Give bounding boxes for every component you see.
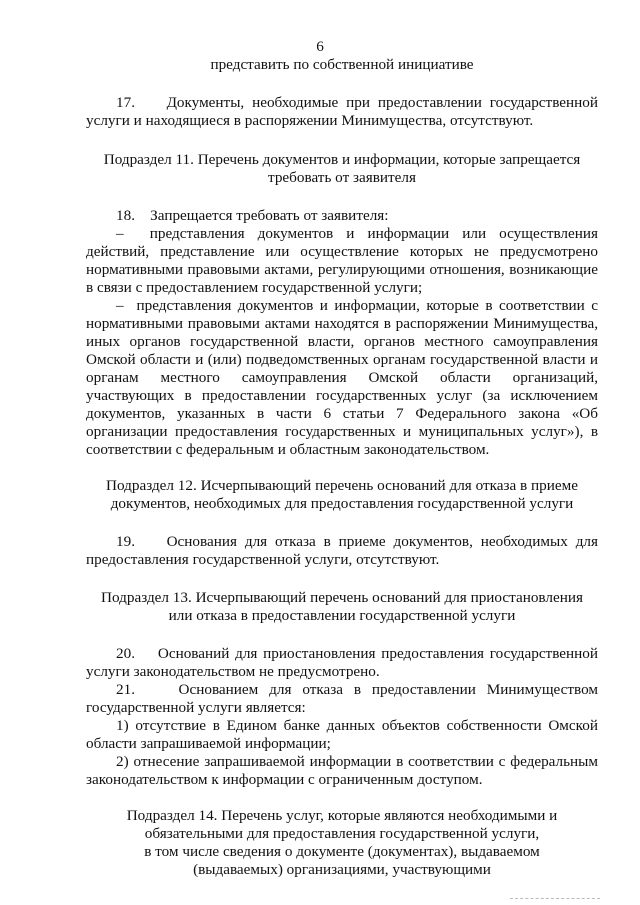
subsection-14-heading-line-1: Подраздел 14. Перечень услуг, которые являются необходимыми и	[126, 807, 558, 824]
scan-artifact	[510, 898, 600, 902]
subsection-13-heading-line-1: Подраздел 13. Исчерпывающий перечень оснований для приостановления	[101, 589, 583, 606]
item-21-point-2: 2) отнесение запрашиваемой информации в соответствии с федеральным законодательством к информации с ограниченным доступом.	[86, 753, 598, 788]
subsection-13-heading	[86, 589, 598, 625]
subsection-11-heading	[86, 151, 598, 187]
subsection-14-heading-line-4: (выдаваемых) организациями, участвующими	[193, 861, 491, 878]
subsection-14-heading-line-2: обязательными для предоставления государственной услуги,	[144, 825, 540, 842]
item-20: 20. Оснований для приостановления предоставления государственной услуги законодательством не предусмотрено.	[86, 645, 598, 680]
page-number: 6	[316, 38, 324, 55]
item-18-intro: 18. Запрещается требовать от заявителя:	[116, 207, 389, 224]
subsection-13-heading-line-2: или отказа в предоставлении государственной услуги	[168, 607, 516, 624]
continued-text: представить по собственной инициативе	[210, 56, 474, 73]
item-17: 17. Документы, необходимые при предоставлении государственной услуги и находящиеся в распоряжении Минимущества, отсутствуют.	[86, 94, 598, 129]
item-21-intro: 21. Основанием для отказа в предоставлении Минимуществом государственной услуги является:	[86, 681, 598, 716]
item-19: 19. Основания для отказа в приеме документов, необходимых для предоставления государственной услуги, отсутствуют.	[86, 533, 598, 568]
subsection-14-heading-line-3: в том числе сведения о документе (документах), выдаваемом	[144, 843, 540, 860]
subsection-12-heading-line-1: Подраздел 12. Исчерпывающий перечень оснований для отказа в приеме	[106, 477, 578, 494]
item-18-dash-2: – представления документов и информации, которые в соответствии с нормативными правовыми актами находятся в распоряжении Минимущества, иных органов государственной власти, органов местного самоуправления Омской области и (или) подведомственных органам государственной власти и органам местного самоуправления Омской области организаций, участвующих в предоставлении государственных услуг (за исключением документов, указанных в части 6 статьи 7 Федерального закона «Об организации предоставления государственных и муниципальных услуг»), в соответствии с федеральным и областным законодательством.	[86, 297, 598, 458]
page-content	[86, 56, 598, 879]
subsection-12-heading	[86, 477, 598, 513]
subsection-12-heading-line-2: документов, необходимых для предоставления государственной услуги	[110, 495, 574, 512]
subsection-14-heading	[86, 807, 598, 879]
item-21-point-1: 1) отсутствие в Едином банке данных объектов собственности Омской области запрашиваемой информации;	[86, 717, 598, 752]
subsection-11-heading-line-2: требовать от заявителя	[268, 169, 416, 186]
subsection-11-heading-line-1: Подраздел 11. Перечень документов и информации, которые запрещается	[103, 151, 581, 168]
item-18-dash-1: – представления документов и информации или осуществления действий, представление или осуществление которых не предусмотрено нормативными правовыми актами, регулирующими отношения, возникающие в связи с предоставлением государственной услуги;	[86, 225, 598, 296]
